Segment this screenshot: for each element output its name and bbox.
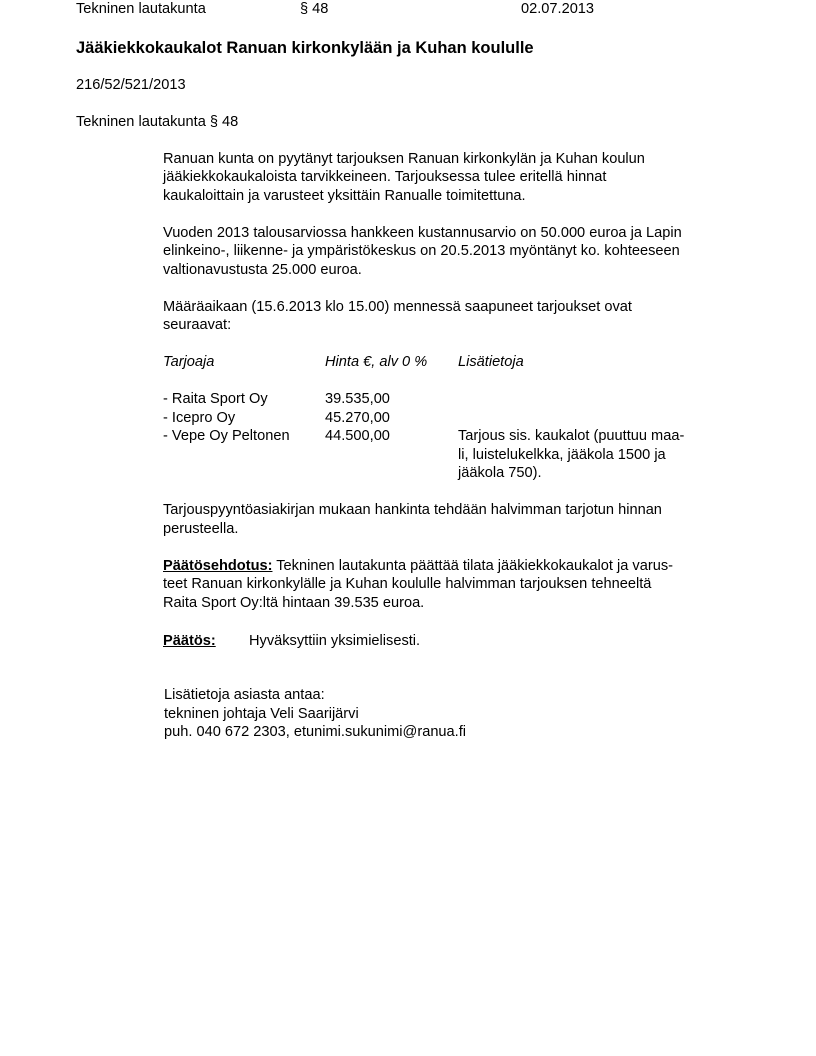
proposal-label: Päätösehdotus:: [163, 558, 273, 574]
paragraph-line: Ranuan kunta on pyytänyt tarjouksen Ranuan kirkonkylän ja Kuhan koulun: [163, 151, 645, 167]
paragraph-line: Vuoden 2013 talousarviossa hankkeen kustannusarvio on 50.000 euroa ja Lapin: [163, 225, 682, 241]
decision-label: Päätös:: [163, 633, 216, 649]
paragraph-line: valtionavustusta 25.000 euroa.: [163, 262, 362, 278]
contact-line: Lisätietoja asiasta antaa:: [164, 687, 325, 703]
contact-line: puh. 040 672 2303, etunimi.sukunimi@ranua.fi: [164, 724, 467, 740]
table-header-info: Lisätietoja: [458, 354, 524, 370]
table-cell-info: Tarjous sis. kaukalot (puuttuu maa-: [458, 428, 685, 444]
paragraph-line: seuraavat:: [163, 317, 232, 333]
paragraph-line: Määräaikaan (15.6.2013 klo 15.00) mennessä saapuneet tarjoukset ovat: [163, 299, 632, 315]
table-cell-info: jääkola 750).: [458, 465, 542, 481]
table-cell-price: 45.270,00: [325, 410, 390, 426]
table-cell-price: 44.500,00: [325, 428, 390, 444]
paragraph-line: kaukaloittain ja varusteet yksittäin Ranualle toimitettuna.: [163, 188, 526, 204]
paragraph-line: perusteella.: [163, 521, 239, 537]
table-cell-price: 39.535,00: [325, 391, 390, 407]
table-cell-bidder: - Vepe Oy Peltonen: [163, 428, 290, 444]
header-section: § 48: [300, 1, 329, 17]
table-header-bidder: Tarjoaja: [163, 354, 215, 370]
proposal-line: Raita Sport Oy:ltä hintaan 39.535 euroa.: [163, 595, 425, 611]
header-board: Tekninen lautakunta: [76, 1, 206, 17]
table-cell-bidder: - Raita Sport Oy: [163, 391, 268, 407]
table-cell-bidder: - Icepro Oy: [163, 410, 236, 426]
proposal-line: [163, 557, 673, 576]
header-date: 02.07.2013: [521, 1, 595, 17]
table-cell-info: li, luistelukelkka, jääkola 1500 ja: [458, 447, 666, 463]
record-number: 216/52/521/2013: [76, 77, 186, 93]
proposal-line: teet Ranuan kirkonkylälle ja Kuhan koululle halvimman tarjouksen tehneeltä: [163, 576, 652, 592]
paragraph-line: Tarjouspyyntöasiakirjan mukaan hankinta tehdään halvimman tarjotun hinnan: [163, 502, 662, 518]
decision-text: Hyväksyttiin yksimielisesti.: [249, 633, 421, 649]
table-header-price: Hinta €, alv 0 %: [325, 354, 428, 370]
contact-line: tekninen johtaja Veli Saarijärvi: [164, 706, 359, 722]
proposal-text: Tekninen lautakunta päättää tilata jääkiekkokaukalot ja varus-: [272, 558, 673, 574]
paragraph-line: elinkeino-, liikenne- ja ympäristökeskus on 20.5.2013 myöntänyt ko. kohteeseen: [163, 243, 680, 259]
board-section: Tekninen lautakunta § 48: [76, 114, 239, 130]
document-title: Jääkiekkokaukalot Ranuan kirkonkylään ja Kuhan koululle: [76, 39, 534, 57]
paragraph-line: jääkiekkokaukaloista tarvikkeineen. Tarjouksessa tulee eritellä hinnat: [163, 169, 607, 185]
